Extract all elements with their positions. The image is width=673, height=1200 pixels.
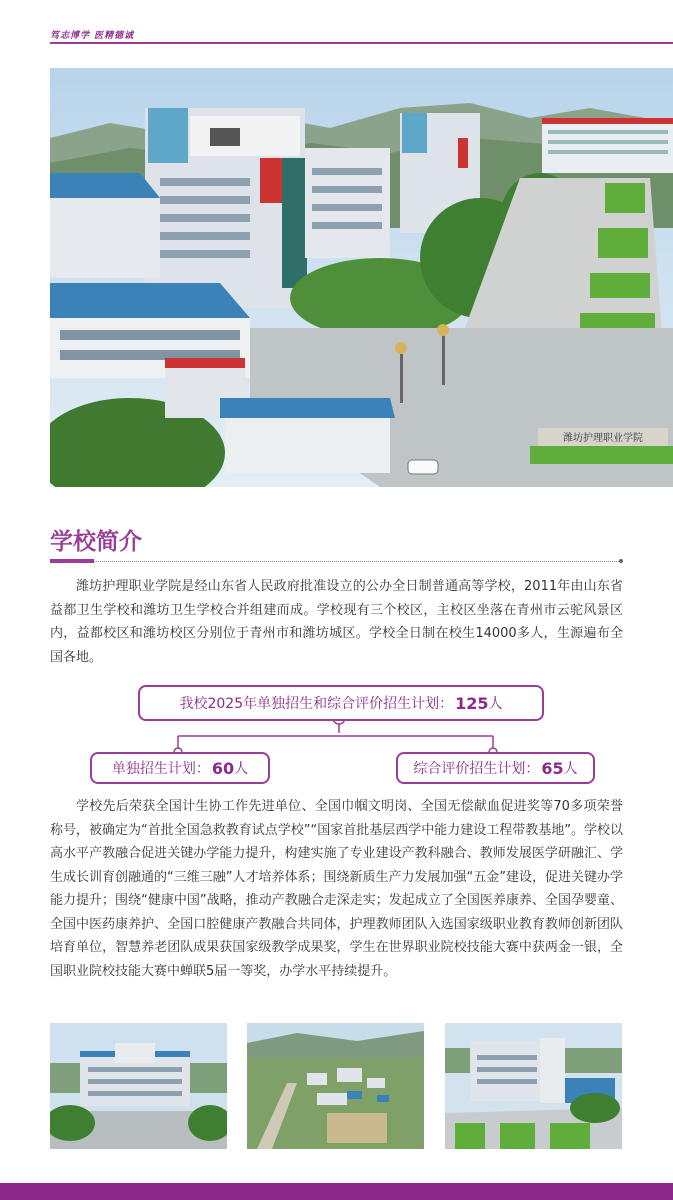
- title-rule-end: [619, 559, 623, 563]
- plan-independent-label: 单独招生计划：: [111, 761, 210, 777]
- campus-hero-image: [50, 68, 673, 487]
- campus-photo-1: [50, 1023, 227, 1149]
- title-underline: [50, 559, 94, 563]
- intro-paragraph-2: 学校先后荣获全国计生协工作先进单位、全国巾帼文明岗、全国无偿献血促进奖等70多项荣誉称号，被确定为“首批全国急救教育试点学校”“国家首批基层西学中能力建设工程带教基地”。学校以高水平产教融合促进关键办学能力提升，构建实施了专业建设产教科融合、教师发展医学研融汇、学生成长训育创融通的“三维三融”人才培养体系；围绕新质生产力发展加强“五金”建设，促进关键办学能力提升；围绕“健康中国”战略，推动产教融合走深走实；发起成立了全国医养康养、全国孕婴童、全国中医药康养护、全国口腔健康产教融合共同体，护理教师团队入选国家级职业教育教师创新团队培育单位，智慧养老团队成果获国家级教学成果奖，学生在世界职业院校技能大赛中获两金一银，全国职业院校技能大赛中蝉联5届一等奖，办学水平持续提升。: [50, 799, 623, 979]
- footer-bar: [0, 1183, 673, 1200]
- plan-independent-unit: 人: [234, 761, 249, 777]
- section-title: 学校简介: [50, 529, 142, 555]
- plan-total-label: 我校2025年单独招生和综合评价招生计划：: [179, 696, 454, 712]
- header-tagline: 笃志博学 医精德诚: [50, 31, 135, 41]
- plan-total-box: [138, 685, 544, 721]
- plan-comprehensive-box: [396, 752, 595, 784]
- header-divider: [50, 42, 673, 44]
- plan-comprehensive-label: 综合评价招生计划：: [413, 761, 540, 777]
- intro-paragraph-1: 潍坊护理职业学院是经山东省人民政府批准设立的公办全日制普通高等学校，2011年由山东省益都卫生学校和潍坊卫生学校合并组建而成。学校现有三个校区，主校区坐落在青州市云驼风景区内，益都校区和潍坊校区分别位于青州市和潍坊城区。学校全日制在校生14000多人，生源遍布全国各地。: [50, 579, 623, 665]
- plan-comprehensive-value: 65: [541, 758, 564, 778]
- plan-independent-box: [90, 752, 270, 784]
- plan-comprehensive-unit: 人: [563, 761, 578, 777]
- campus-photo-2: [247, 1023, 424, 1149]
- plan-total-unit: 人: [488, 696, 503, 712]
- plan-total-value: 125: [455, 693, 489, 713]
- campus-photo-3: [445, 1023, 622, 1149]
- title-dotted-rule: [94, 561, 621, 562]
- campus-stone-sign: 潍坊护理职业学院: [563, 433, 643, 444]
- plan-independent-value: 60: [211, 758, 235, 778]
